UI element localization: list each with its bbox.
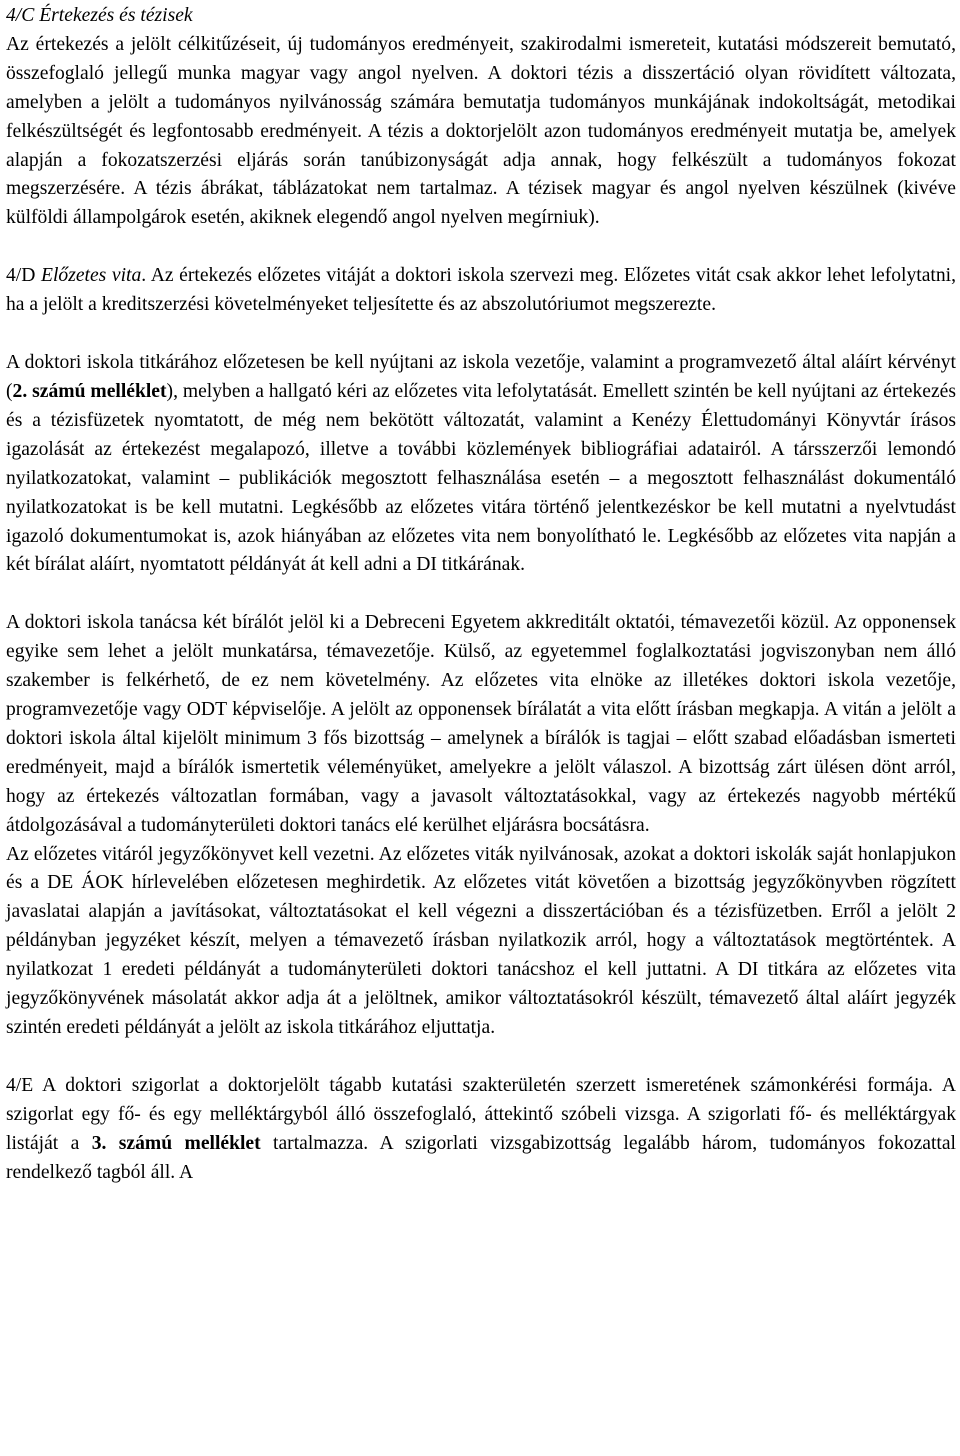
document-page [6,2,956,1188]
section-d-paragraph-2 [6,349,956,580]
section-c-paragraph: Az értekezés a jelölt célkitűzéseit, új tudományos eredményeit, szakirodalmi ismereteit, kutatási módszereit bemutató, összefoglaló jellegű munka magyar vagy angol nyelven. A doktori tézis a disszertáció olyan rövidített változata, amelyben a jelölt a tudományos nyilvánosság számára bemutatja tudományos munkájának indokoltságát, metodikai felkészültségét és legfontosabb eredményeit. A tézis a doktorjelölt azon tudományos eredményeit mutatja be, amelyek alapján a fokozatszerzési eljárás során tanúbizonyságát adja annak, hogy felkészült a tudományos fokozat megszerzésére. A tézis ábrákat, táblázatokat nem tartalmaz. A tézisek magyar és angol nyelven készülnek (kivéve külföldi állampolgárok esetén, akiknek elegendő angol nyelven megírniuk). [6,33,956,229]
section-d-paragraph-1-text: Az értekezés előzetes vitáját a doktori iskola szervezi meg. Előzetes vitát csak akkor lehet lefolytatni, ha a jelölt a kreditszerzési követelményeket teljesítette és az abszolutóriumot megszerezte. [6,265,957,316]
section-d-label-suffix: . [141,265,147,287]
section-e-text-b: tartalmazza. A szigorlati vizsgabizottság legalább három, tudományos fokozattal rendelkező tagból áll. A [6,1132,956,1183]
section-d-paragraph-4: Az előzetes vitáról jegyzőkönyvet kell vezetni. Az előzetes viták nyilvánosak, azokat a doktori iskolák saját honlapjukon és a DE ÁOK hírlevelében előzetesen meghirdetik. Az előzetes vitát követően a bizottság jegyzőkönyvben rögzített javaslatai alapján a javításokat, változtatásokat el kell végezni a disszertációban és a tézisfüzetben. Erről a jelölt 2 példányban jegyzéket készít, melyen a témavezető írásban nyilatkozik arról, hogy a változtatások megtörténtek. A nyilatkozat 1 eredeti példányát a tudományterületi doktori tanácshoz el kell juttatni. A DI titkára az előzetes vita jegyzőkönyvének másolatát akkor adja át a jelöltnek, amikor változtatásokról készült, témavezető által aláírt jegyzék szintén eredeti példányát a jelölt az iskola titkárához eljuttatja. [6,843,956,1038]
section-e-text-a: 4/E A doktori szigorlat a doktorjelölt tágabb kutatási szakterületén szerzett ismeretének számonkérési formája. A szigorlat egy fő- és egy melléktárgyból álló összefoglaló, áttekintő szóbeli vizsga. A szigorlati fő- és melléktárgyak listáját a [6,1074,956,1154]
section-c-title: 4/C Értekezés és tézisek [6,5,193,26]
annex-3-reference: 3. számú melléklet [91,1132,261,1154]
section-d-label-prefix: 4/D [6,265,41,287]
annex-2-reference: 2. számú melléklet [12,380,167,402]
section-d-paragraph-2-text-a: A doktori iskola titkárához előzetesen be kell nyújtani az iskola vezetője, valamint a programvezető által aláírt kérvényt ( [6,352,956,402]
section-d-label-italic: Előzetes vita [41,265,142,287]
section-d-paragraph-1 [6,262,956,320]
section-d-paragraph-3: A doktori iskola tanácsa két bírálót jelöl ki a Debreceni Egyetem akkreditált oktatói, témavezetői közül. Az opponensek egyike sem lehet a jelölt munkatársa, témavezetője. Külső, az egyetemmel foglalkoztatási jogviszonyban nem álló szakember is felkérhető, de ez nem követelmény. Az előzetes vita elnöke az illetékes doktori iskola vezetője, programvezetője vagy ODT képviselője. A jelölt az opponensek bírálatát a vita előtt írásban megkapja. A vitán a jelölt a doktori iskola által kijelölt minimum 3 fős bizottság – amelynek a bírálók is tagjai – előtt szabad előadásban ismerteti eredményeit, majd a bírálók ismertetik véleményüket, amelyekre a jelölt válaszol. A bizottság zárt ülésen dönt arról, hogy az értekezés változatlan formában, vagy a javasolt változtatásokkal, vagy az értekezés nagyobb mértékű átdolgozásával a tudományterületi doktori tanács elé kerülhet eljárásra bocsátásra. [6,612,956,836]
section-d-paragraph-2-text-b: ), melyben a hallgató kéri az előzetes vita lefolytatását. Emellett szintén be kell nyújtani az értekezés és a tézisfüzetek nyomtatott, de még nem bekötött változatát, valamint a Kenézy Élettudományi Könyvtár írásos igazolását az értekezést megalapozó, illetve a további közlemények bibliográfiai adatairól. A társszerzői lemondó nyilatkozatokat, valamint – publikációk megosztott felhasználása esetén – a megosztott felhasználást dokumentáló nyilatkozatokat is be kell mutatni. Legkésőbb az előzetes vitára történő jelentkezéskor be kell mutatni a nyelvtudást igazoló dokumentumokat is, azok hiányában az előzetes vita nem bonyolítható le. Legkésőbb az előzetes vita napján a két bírálat aláírt, nyomtatott példányát át kell adni a DI titkárának. [6,380,956,576]
section-e-paragraph [6,1072,956,1188]
